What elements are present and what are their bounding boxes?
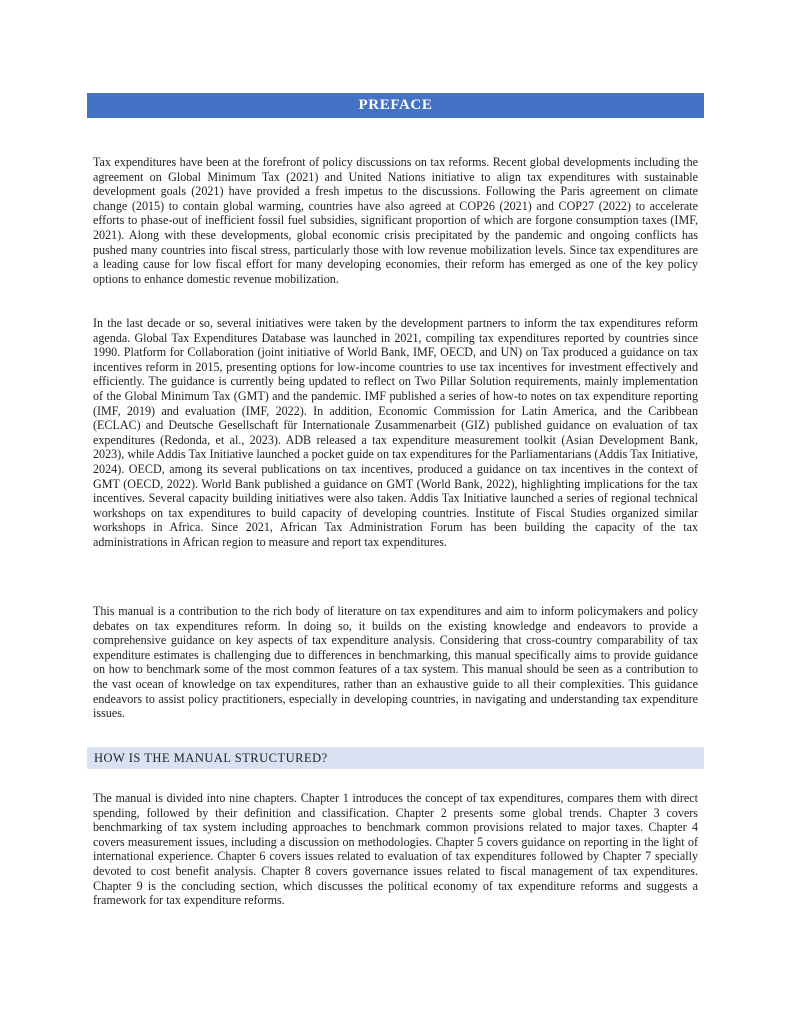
preface-paragraph-1: Tax expenditures have been at the forefront of policy discussions on tax reforms. Recent global developments including the agreement on Global Minimum Tax (2021) and United Nations initiative to align tax expenditures with sustainable development goals (2021) have provided a fresh impetus to the discussions. Following the Paris agreement on climate change (2015) to contain global warming, countries have also agreed at COP26 (2021) and COP27 (2022) to accelerate efforts to phase-out of inefficient fossil fuel subsidies, significant proportion of which are forgone consumption taxes (IMF, 2021). Along with these developments, global economic crisis precipitated by the pandemic and ongoing conflicts has pushed many countries into fiscal stress, particularly those with low revenue mobilization levels. Since tax expenditures are a leading cause for low fiscal effort for many developing economies, their reform has emerged as one of the key policy options to enhance domestic revenue mobilization.: [93, 155, 698, 286]
structure-heading-bar: [87, 747, 704, 769]
page-title: PREFACE: [358, 97, 433, 113]
structure-paragraph: The manual is divided into nine chapters. Chapter 1 introduces the concept of tax expenditures, compares them with direct spending, followed by their definition and classification. Chapter 2 presents some global trends. Chapter 3 covers benchmarking of tax system including approaches to benchmark common provisions related to major taxes. Chapter 4 covers measurement issues, including a discussion on methodologies. Chapter 5 covers guidance on reporting in the light of international experience. Chapter 6 covers issues related to evaluation of tax expenditures followed by Chapter 7 specially devoted to cost benefit analysis. Chapter 8 covers governance issues related to fiscal management of tax expenditures. Chapter 9 is the concluding section, which discusses the political economy of tax expenditure reforms and suggests a framework for tax expenditure reforms.: [93, 791, 698, 908]
preface-paragraph-3: This manual is a contribution to the rich body of literature on tax expenditures and aim to inform policymakers and policy debates on tax expenditures reform. In doing so, it builds on the existing knowledge and endeavors to provide a comprehensive guidance on key aspects of tax expenditure analysis. Considering that cross-country comparability of tax expenditure estimates is challenging due to differences in benchmarking, this manual specifically aims to provide guidance on how to benchmark some of the most common features of a tax system. This manual should be seen as a contribution to the vast ocean of knowledge on tax expenditures, rather than an exhaustive guide to all their complexities. This guidance endeavors to assist policy practitioners, especially in developing countries, in navigating and understanding tax expenditure issues.: [93, 604, 698, 721]
section-heading: HOW IS THE MANUAL STRUCTURED?: [94, 750, 328, 765]
preface-title-bar: [87, 93, 704, 118]
preface-paragraph-2: In the last decade or so, several initiatives were taken by the development partners to inform the tax expenditures reform agenda. Global Tax Expenditures Database was launched in 2021, compiling tax expenditures reported by countries since 1990. Platform for Collaboration (joint initiative of World Bank, IMF, OECD, and UN) on Tax produced a guidance on tax incentives reform in 2015, presenting options for low-income countries to use tax incentives for investment effectively and efficiently. The guidance is currently being updated to reflect on Two Pillar Solution requirements, mainly implementation of the Global Minimum Tax (GMT) and the pandemic. IMF published a series of how-to notes on tax expenditure reporting (IMF, 2019) and evaluation (IMF, 2022). In addition, Economic Commission for Latin America, and the Caribbean (ECLAC) and Deutsche Gesellschaft für Internationale Zusammenarbeit (GIZ) published guidance on evaluation of tax expenditures (Redonda, et al., 2023). ADB released a tax expenditure measurement toolkit (Asian Development Bank, 2023), while Addis Tax Initiative launched a pocket guide on tax expenditures for the Parliamentarians (Addis Tax Initiative, 2024). OECD, among its several publications on tax incentives, produced a guidance on tax incentives in the context of GMT (OECD, 2022). World Bank published a guidance on GMT (World Bank, 2022), highlighting implications for the tax incentives. Several capacity building initiatives were also taken. Addis Tax Initiative launched a series of regional technical workshops on tax expenditures to build capacity of developing countries. Institute of Fiscal Studies organized similar workshops in Africa. Since 2021, African Tax Administration Forum has been building the capacity of the tax administrations in African region to measure and report tax expenditures.: [93, 316, 698, 549]
